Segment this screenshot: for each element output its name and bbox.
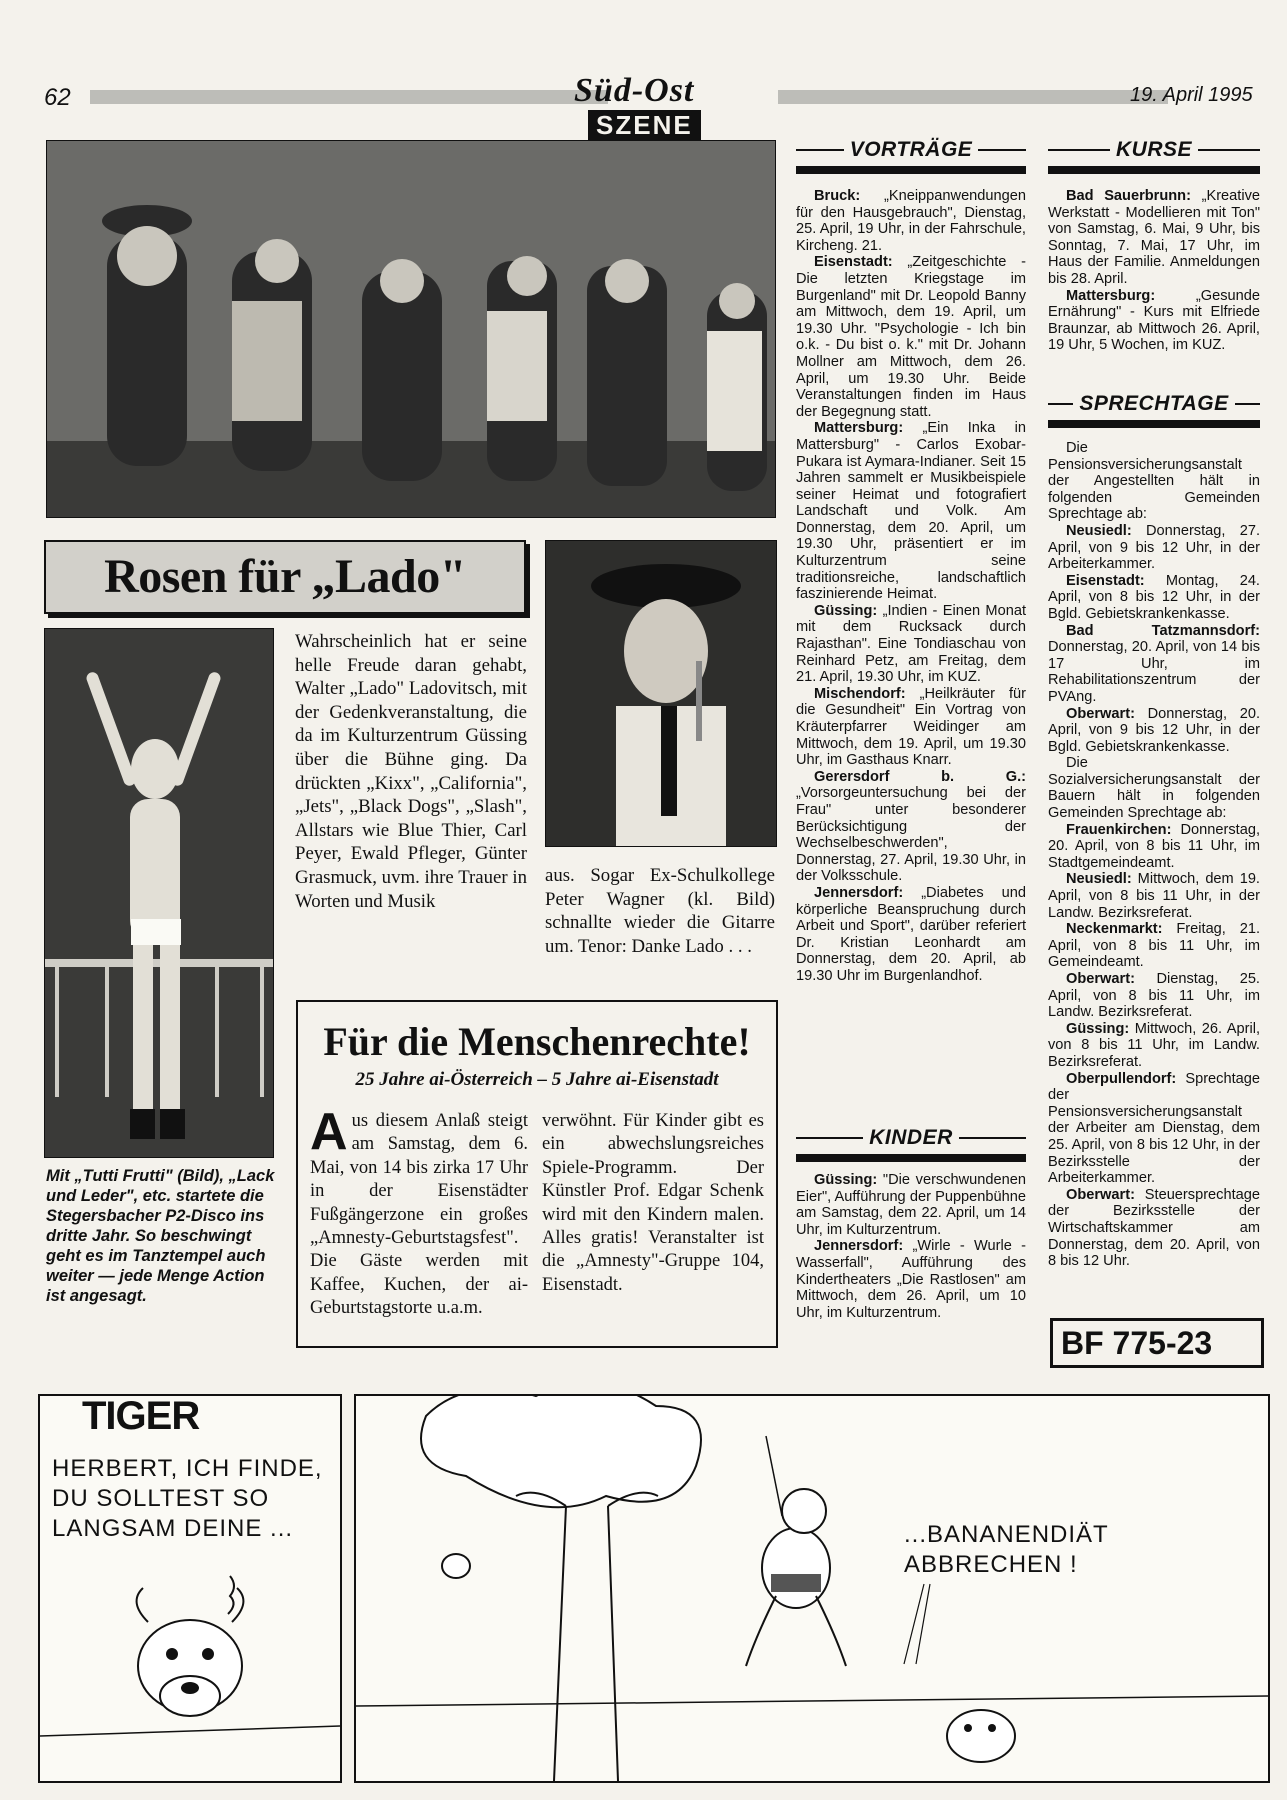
- vortraege-entry: [796, 885, 1026, 985]
- sprechtage-list: [1048, 440, 1260, 1270]
- guitarist-photo: [545, 540, 777, 847]
- vortraege-heading: VORTRÄGE: [849, 138, 973, 161]
- kinder-rule-left: [796, 1137, 863, 1139]
- main-article-col2: aus. Sogar Ex-Schulkollege Peter Wagner (kl. Bild) schnallte wieder die Gitarre um. Tenor: Danke Lado . . .: [545, 865, 775, 957]
- vortraege-entry-text: „Ein Inka in Mattersburg" - Carlos Exobar-Pukara ist Aymara-Indianer. Seit 15 Jahren sammelt er Musikbeispiele seiner Heimat und fotografiert Landschaft und Volk. Am Donnerstag, dem 20. April, um 19.30 Uhr, präsentiert er im Kulturzentrum seine traditionsreiche, landschaftlich faszinierende Heimat.: [796, 420, 1026, 603]
- comic-strip: [38, 1374, 1268, 1782]
- comic-panel-2: [354, 1394, 1270, 1783]
- sprechtage-entry-text: Mittwoch, dem 19. April, von 8 bis 11 Uhr, in der Landw. Bezirksreferat.: [1048, 871, 1260, 921]
- logo-top: Süd-Ost: [574, 72, 695, 109]
- vortraege-heading-row: [796, 138, 1026, 162]
- band-photo-graphic: [47, 141, 775, 517]
- kurse-bar: [1048, 166, 1260, 174]
- comic-title-tiger: TIGER: [78, 1394, 203, 1439]
- sprechtage-entry-text: Freitag, 21. April, von 8 bis 11 Uhr, im Gemeindeamt.: [1048, 921, 1260, 971]
- kurse-entry-place: Mattersburg:: [1066, 287, 1156, 304]
- vortraege-entry-text: „Kneippanwendungen für den Hausgebrauch", Dienstag, 25. April, 19 Uhr, in der Fahrschule, Kircheng. 21.: [796, 188, 1026, 254]
- sprechtage-entry-place: Neusiedl:: [1066, 522, 1132, 539]
- kinder-entry: [796, 1172, 1026, 1238]
- kinder-list: [796, 1172, 1026, 1321]
- kinder-entry: [796, 1238, 1026, 1321]
- kinder-entry-place: Jennersdorf:: [814, 1238, 904, 1255]
- sprechtage-entry-place: Güssing:: [1066, 1020, 1130, 1037]
- sprechtage-entry: [1048, 822, 1260, 872]
- kinder-entry-place: Güssing:: [814, 1172, 878, 1188]
- vortraege-entry: [796, 420, 1026, 603]
- vortraege-rule-right: [978, 149, 1026, 151]
- vortraege-entry-place: Gerersdorf b. G.:: [814, 768, 1026, 785]
- issue-date: 19. April 1995: [1130, 84, 1253, 106]
- sprechtage-intro1: Die Pensionsversicherungsanstalt der Angestellten hält in folgenden Gemeinden Sprechtage ab:: [1048, 440, 1260, 523]
- kinder-section: [796, 1126, 1026, 1321]
- vortraege-entry-place: Güssing:: [814, 602, 878, 619]
- dancer-photo-graphic: [45, 629, 273, 1157]
- disco-dancer-photo: [44, 628, 274, 1158]
- vortraege-entry-place: Eisenstadt:: [814, 254, 893, 271]
- sprechtage-rule-right: [1235, 403, 1260, 405]
- amnesty-col2: verwöhnt. Für Kinder gibt es ein abwechslungsreiches Spiele-Programm. Der Künstler Prof. Edgar Schenk wird mit den Kindern malen. Alles gratis! Veranstalter ist die „Amnesty"-Gruppe 104, Eisenstadt.: [542, 1111, 764, 1295]
- vortraege-entry-place: Mischendorf:: [814, 685, 906, 702]
- headline-box: [44, 540, 526, 614]
- sprechtage-section: [1048, 392, 1260, 1270]
- dancer-photo-caption: Mit „Tutti Frutti" (Bild), „Lack und Leder", etc. startete die Stegersbacher P2-Disco ins dritte Jahr. So beschwingt geht es im Tanztempel auch weiter — jede Menge Action ist angesagt.: [46, 1167, 275, 1305]
- kinder-bar: [796, 1154, 1026, 1162]
- amnesty-initial: A: [310, 1103, 348, 1161]
- sprechtage-entries-2: [1048, 822, 1260, 1270]
- sprechtage-entries-1: [1048, 523, 1260, 755]
- sprechtage-entry: [1048, 623, 1260, 706]
- code-box: [1050, 1318, 1264, 1368]
- sprechtage-entry-place: Eisenstadt:: [1066, 572, 1145, 589]
- amnesty-subhead: 25 Jahre ai-Österreich – 5 Jahre ai-Eisenstadt: [355, 1069, 719, 1090]
- sprechtage-entry-place: Oberwart:: [1066, 971, 1135, 987]
- sprechtage-entry-text: Donnerstag, 20. April, von 9 bis 12 Uhr, in der Bgld. Gebietskrankenkasse.: [1048, 705, 1260, 755]
- kinder-entry-text: „Wirle - Wurle - Wasserfall", Aufführung des Kindertheaters „Die Rastlosen" am Mittwoch, dem 26. April, um 10 Uhr, im Kulturzentrum.: [796, 1238, 1026, 1321]
- sprechtage-entry-text: Montag, 24. April, von 8 bis 12 Uhr, in der Bgld. Gebietskrankenkasse.: [1048, 572, 1260, 622]
- sprechtage-entry: [1048, 573, 1260, 623]
- sprechtage-intro2: Die Sozialversicherungsanstalt der Bauern hält in folgenden Gemeinden Sprechtage ab:: [1048, 755, 1260, 822]
- sprechtage-bar: [1048, 420, 1260, 428]
- kurse-entry: [1048, 188, 1260, 288]
- kurse-entry-text: „Gesunde Ernährung" - Kurs mit Elfriede Braunzar, ab Mittwoch 26. April, 19 Uhr, 5 Wochen, im KUZ.: [1048, 287, 1260, 354]
- amnesty-headline: Für die Menschenrechte!: [323, 1019, 751, 1064]
- section-logo: [552, 72, 772, 146]
- sprechtage-entry: [1048, 1071, 1260, 1187]
- vortraege-entry: [796, 603, 1026, 686]
- kinder-heading-row: [796, 1126, 1026, 1150]
- main-headline: Rosen für „Lado": [104, 550, 466, 603]
- kurse-rule-left: [1048, 149, 1110, 151]
- vortraege-list: [796, 188, 1026, 985]
- vortraege-entry-text: „Zeitgeschichte - Die letzten Kriegstage im Burgenland" mit Dr. Leopold Banny am Mittwoch, dem 19. April, um 19.30 Uhr. "Psychologie - Ich bin o.k. - Du bist o. k." mit Dr. Johann Mollner am Mittwoch, dem 26. April, um 19.30 Uhr. Beide Veranstaltungen finden im Haus der Begegnung statt.: [796, 254, 1026, 420]
- kurse-section: [1048, 138, 1260, 354]
- sprechtage-entry-place: Oberwart:: [1066, 1186, 1135, 1203]
- sprechtage-entry-text: Dienstag, 25. April, von 8 bis 11 Uhr, im Landw. Bezirksreferat.: [1048, 971, 1260, 1021]
- kurse-rule-right: [1198, 149, 1260, 151]
- kurse-entry: [1048, 288, 1260, 354]
- sprechtage-entry-text: Donnerstag, 20. April, von 8 bis 11 Uhr, im Stadtgemeindeamt.: [1048, 821, 1260, 871]
- page-number: 62: [44, 84, 71, 111]
- vortraege-entry-place: Mattersburg:: [814, 420, 904, 437]
- header-rule-left: [90, 90, 608, 104]
- amnesty-col1-text: us diesem Anlaß steigt am Samstag, dem 6. Mai, von 14 bis zirka 17 Uhr in der Eisenstädter Fußgängerzone ein großes „Amnesty-Geburtstagsfest". Die Gäste werden mit Kaffee, Kuchen, der ai-Geburtstagstorte u.a.m.: [310, 1111, 528, 1319]
- guitarist-photo-graphic: [546, 541, 776, 846]
- kurse-entry-place: Bad Sauerbrunn:: [1066, 188, 1191, 204]
- sprechtage-entry: [1048, 921, 1260, 971]
- vortraege-entry-text: „Diabetes und körperliche Beanspruchung durch Arbeit und Sport", darüber referiert Dr. Kristian Leonhardt am Donnerstag, dem 20. April, ab 19.30 Uhr im Burgenlandhof.: [796, 884, 1026, 984]
- sprechtage-entry: [1048, 706, 1260, 756]
- sprechtage-entry: [1048, 523, 1260, 573]
- sprechtage-entry-place: Oberwart:: [1066, 705, 1135, 722]
- sprechtage-rule-left: [1048, 403, 1073, 405]
- amnesty-box: [296, 1000, 778, 1348]
- vortraege-entry: [796, 686, 1026, 769]
- sprechtage-heading: SPRECHTAGE: [1079, 392, 1229, 415]
- vortraege-entry: [796, 254, 1026, 420]
- sprechtage-heading-row: [1048, 392, 1260, 416]
- sprechtage-entry-text: Donnerstag, 27. April, von 9 bis 12 Uhr, in der Arbeiterkammer.: [1048, 522, 1260, 573]
- code-box-text: BF 775-23: [1061, 1325, 1213, 1361]
- comic-panel-1: [38, 1394, 342, 1783]
- vortraege-entry-text: „Heilkräuter für die Gesundheit" Ein Vortrag von Kräuterpfarrer Weidinger am Mittwoch, dem 19. April, um 19.30 Uhr, im Gasthaus Knarr.: [796, 685, 1026, 769]
- sprechtage-entry-text: Sprechtage der Pensionsversicherungsanstalt der Arbeiter am Dienstag, dem 25. April, von 8 bis 12 Uhr, in der Bezirksstelle der Arbeiterkammer.: [1048, 1070, 1260, 1187]
- sprechtage-entry-place: Oberpullendorf:: [1066, 1070, 1177, 1087]
- sprechtage-entry-place: Bad Tatzmannsdorf:: [1066, 622, 1260, 639]
- sprechtage-entry-place: Neusiedl:: [1066, 871, 1132, 888]
- vortraege-bar: [796, 166, 1026, 174]
- sprechtage-entry-text: Steuersprechtage der Bezirksstelle der Wirtschaftskammer am Donnerstag, dem 20. April, von 8 bis 12 Uhr.: [1048, 1186, 1260, 1270]
- sprechtage-entry-text: Mittwoch, 26. April, von 8 bis 11 Uhr, im Landw. Bezirksreferat.: [1048, 1020, 1260, 1070]
- sprechtage-entry: [1048, 1187, 1260, 1270]
- vortraege-rule-left: [796, 149, 844, 151]
- vortraege-entry: [796, 188, 1026, 254]
- sprechtage-entry: [1048, 971, 1260, 1021]
- kurse-heading-row: [1048, 138, 1260, 162]
- amnesty-col1: [310, 1103, 528, 1321]
- vortraege-entry-place: Bruck:: [814, 188, 861, 204]
- kurse-list: [1048, 188, 1260, 354]
- header-rule-right: [778, 90, 1168, 104]
- vortraege-section: [796, 138, 1026, 985]
- vortraege-entry-text: „Vorsorgeuntersuchung bei der Frau" unter besonderer Berücksichtigung der Wechselbeschwerden", Donnerstag, 27. April, 19.30 Uhr, in der Volksschule.: [796, 785, 1026, 885]
- sprechtage-entry-text: Donnerstag, 20. April, von 14 bis 17 Uhr, im Rehabilitationszentrum der PVAng.: [1048, 639, 1260, 705]
- main-article-col1: Wahrscheinlich hat er seine helle Freude daran gehabt, Walter „Lado" Ladovitsch, mit der Gedenkveranstaltung, die da im Kulturzentrum Güssing über die Bühne ging. Da drückten „Kixx", „California", „Jets", „Black Dogs", „Slash", Allstars wie Blue Thier, Carl Peyer, Ewald Pfleger, Günter Grasmuck, uvm. ihre Trauer in Worten und Musik: [295, 631, 527, 912]
- kurse-entry-text: „Kreative Werkstatt - Modellieren mit Ton" von Samstag, 6. Mai, 9 Uhr, bis Sonntag, 7. Mai, 17 Uhr, im Haus der Familie. Anmeldungen bis 28. April.: [1048, 188, 1260, 287]
- vortraege-entry-place: Jennersdorf:: [814, 884, 904, 901]
- comic-bubble-2: ...BANANENDIÄT ABBRECHEN !: [904, 1521, 1109, 1578]
- sprechtage-entry: [1048, 1021, 1260, 1071]
- sprechtage-entry: [1048, 871, 1260, 921]
- comic-bubble-1: HERBERT, ICH FINDE, DU SOLLTEST SO LANGSAM DEINE ...: [52, 1455, 323, 1542]
- sprechtage-entry-place: Frauenkirchen:: [1066, 821, 1172, 838]
- kinder-rule-right: [959, 1137, 1026, 1139]
- kinder-entry-text: "Die verschwundenen Eier", Aufführung der Puppenbühne am Samstag, dem 22. April, um 14 Uhr, im Kulturzentrum.: [796, 1172, 1026, 1238]
- comic-panel-2-art: [356, 1396, 1268, 1781]
- kinder-heading: KINDER: [869, 1126, 953, 1149]
- vortraege-entry: [796, 769, 1026, 885]
- vortraege-entry-text: „Indien - Einen Monat mit dem Rucksack durch Rajasthan". Eine Tondiaschau von Reinhard Petz, am Freitag, dem 21. April, 19.30 Uhr, im KUZ.: [796, 602, 1026, 686]
- comic-panel-1-art: [40, 1396, 340, 1781]
- logo-bottom: SZENE: [588, 110, 701, 141]
- sprechtage-entry-place: Neckenmarkt:: [1066, 921, 1163, 938]
- kurse-heading: KURSE: [1116, 138, 1193, 161]
- band-group-photo: [46, 140, 776, 518]
